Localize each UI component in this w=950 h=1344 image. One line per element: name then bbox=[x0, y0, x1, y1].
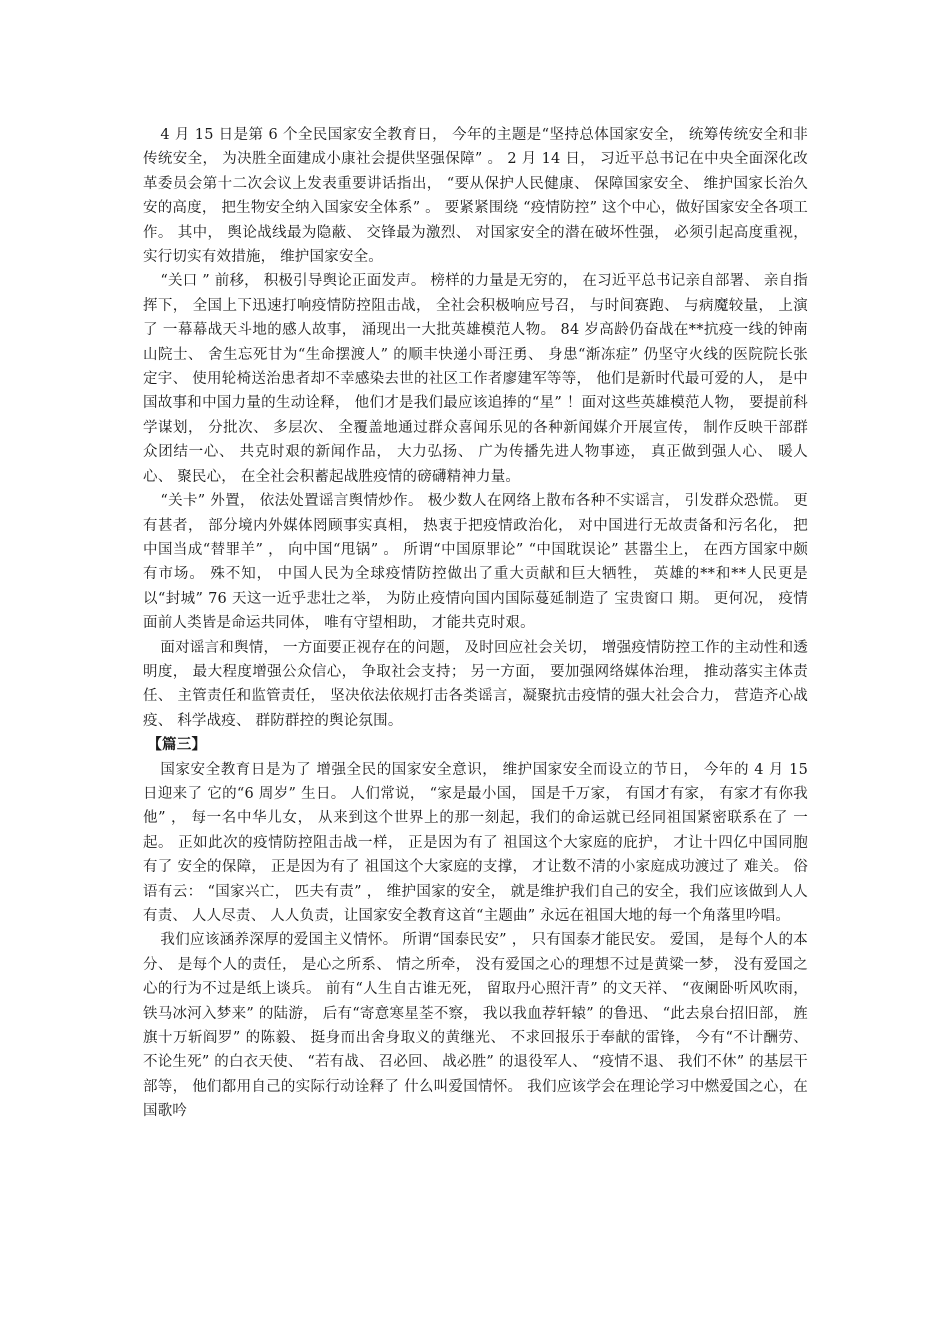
paragraph-guidance: “关口 ” 前移， 积极引导舆论正面发声。 榜样的力量是无穷的， 在习近平总书记亲自部署、 亲自指挥下， 全国上下迅速打响疫情防控阻击战， 全社会积极响应号召， 与时间赛跑、 与病魔较量， 上演了 一幕幕战天斗地的感人故事， 涌现出一大批英雄模范人物。 84 岁高龄仍奋战在**抗疫一线的钟南山院士、 舍生忘死甘为“生命摆渡人” 的顺丰快递小哥汪勇、 身患“渐冻症” 仍坚守火线的医院院长张定宇、 使用轮椅送治患者却不幸感染去世的社区工作者廖建军等等， 他们是新时代最可爱的人， 是中国故事和中国力量的生动诠释， 他们才是我们最应该追捧的“星” ！面对这些英雄模范人物， 要提前科学谋划， 分批次、 多层次、 全覆盖地通过群众喜闻乐见的各种新闻媒介开展宣传， 制作反映干部群众团结一心、 共克时艰的新闻作品， 大力弘扬、 广为传播先进人物事迹， 真正做到强人心、 暖人心、 聚民心， 在全社会积蓄起战胜疫情的磅礴精神力量。 bbox=[143, 273, 808, 485]
paragraph-patriotism: 我们应该涵养深厚的爱国主义情怀。 所谓“国泰民安” ， 只有国泰才能民安。 爱国， 是每个人的本分、 是每个人的责任， 是心之所系、 情之所牵， 没有爱国之心的理想不过是黄粱一梦， 没有爱国之心的行为不过是纸上谈兵。 前有“人生自古谁无死， 留取丹心照汗青” 的文天祥、 “夜阑卧听风吹雨， 铁马冰河入梦来” 的陆游， 后有“寄意寒星荃不察， 我以我血荐轩辕” 的鲁迅、 “此去泉台招旧部， 旌旗十万斩阎罗” 的陈毅、 挺身而出舍身取义的黄继光、 不求回报乐于奉献的雷锋， 今有“不计酬劳、 不论生死” 的白衣天使、 “若有战、 召必回、 战必胜” 的退役军人、 “疫情不退、 我们不休” 的基层干部等， 他们都用自己的实际行动诠释了 什么叫爱国情怀。 我们应该学会在理论学习中燃爱国之心，在国歌吟 bbox=[143, 932, 808, 1120]
section-heading: 【篇三】 bbox=[147, 736, 207, 754]
document-page bbox=[143, 123, 808, 1124]
paragraph-rumors: “关卡” 外置， 依法处置谣言舆情炒作。 极少数人在网络上散布各种不实谣言， 引发群众恐慌。 更有甚者， 部分境内外媒体罔顾事实真相， 热衷于把疫情政治化， 对中国进行无故责备和污名化， 把中国当成“替罪羊” ， 向中国“甩锅” 。 所谓“中国原罪论” “中国耽误论” 甚嚣尘上， 在西方国家中颇有市场。 殊不知， 中国人民为全球疫情防控做出了重大贡献和巨大牺牲， 英雄的**和**人民更是以“封城” 76 天这一近乎悲壮之举， 为防止疫情向国内国际蔓延制造了 宝贵窗口 期。 更何况， 疫情面前人类皆是命运共同体， 唯有守望相助， 才能共克时艰。 bbox=[143, 493, 808, 632]
paragraph-theme: 4 月 15 日是第 6 个全民国家安全教育日， 今年的主题是“坚持总体国家安全， 统筹传统安全和非传统安全， 为决胜全面建成小康社会提供坚强保障” 。 2 月 14 日， 习近平总书记在中央全面深化改革委员会第十二次会议上发表重要讲话指出， “要从保护人民健康、 保障国家安全、 维护国家长治久安的高度， 把生物安全纳入国家安全体系” 。 要紧紧围绕 “疫情防控” 这个中心，做好国家安全各项工作。 其中， 舆论战线最为隐蔽、 交锋最为激烈、 对国家安全的潜在破坏性强， 必须引起高度重视， 实行切实有效措施， 维护国家安全。 bbox=[143, 127, 808, 266]
paragraph-response: 面对谣言和舆情， 一方面要正视存在的问题， 及时回应社会关切， 增强疫情防控工作的主动性和透明度， 最大程度增强公众信心， 争取社会支持； 另一方面， 要加强网络媒体治理， 推动落实主体责任、 主管责任和监管责任， 坚决依法依规打击各类谣言，凝聚抗击疫情的强大社会合力， 营造齐心战疫、 科学战疫、 群防群控的舆论氛围。 bbox=[143, 639, 808, 729]
paragraph-education-day: 国家安全教育日是为了 增强全民的国家安全意识， 维护国家安全而设立的节日， 今年的 4 月 15 日迎来了 它的“6 周岁” 生日。 人们常说， “家是最小国， 国是千万家， 有国才有家， 有家才有你我他” ， 每一名中华儿女， 从来到这个世界上的那一刻起，我们的命运就已经同祖国紧密联系在了 一起。 正如此次的疫情防控阻击战一样， 正是因为有了 祖国这个大家庭的庇护， 才让十四亿中国同胞有了 安全的保障， 正是因为有了 祖国这个大家庭的支撑， 才让数不清的小家庭成功渡过了 难关。 俗语有云： “国家兴亡， 匹夫有责” ， 维护国家的安全， 就是维护我们自己的安全，我们应该做到人人有责、 人人尽责、 人人负责，让国家安全教育这首“主题曲” 永远在祖国大地的每一个角落里吟唱。 bbox=[143, 761, 808, 924]
